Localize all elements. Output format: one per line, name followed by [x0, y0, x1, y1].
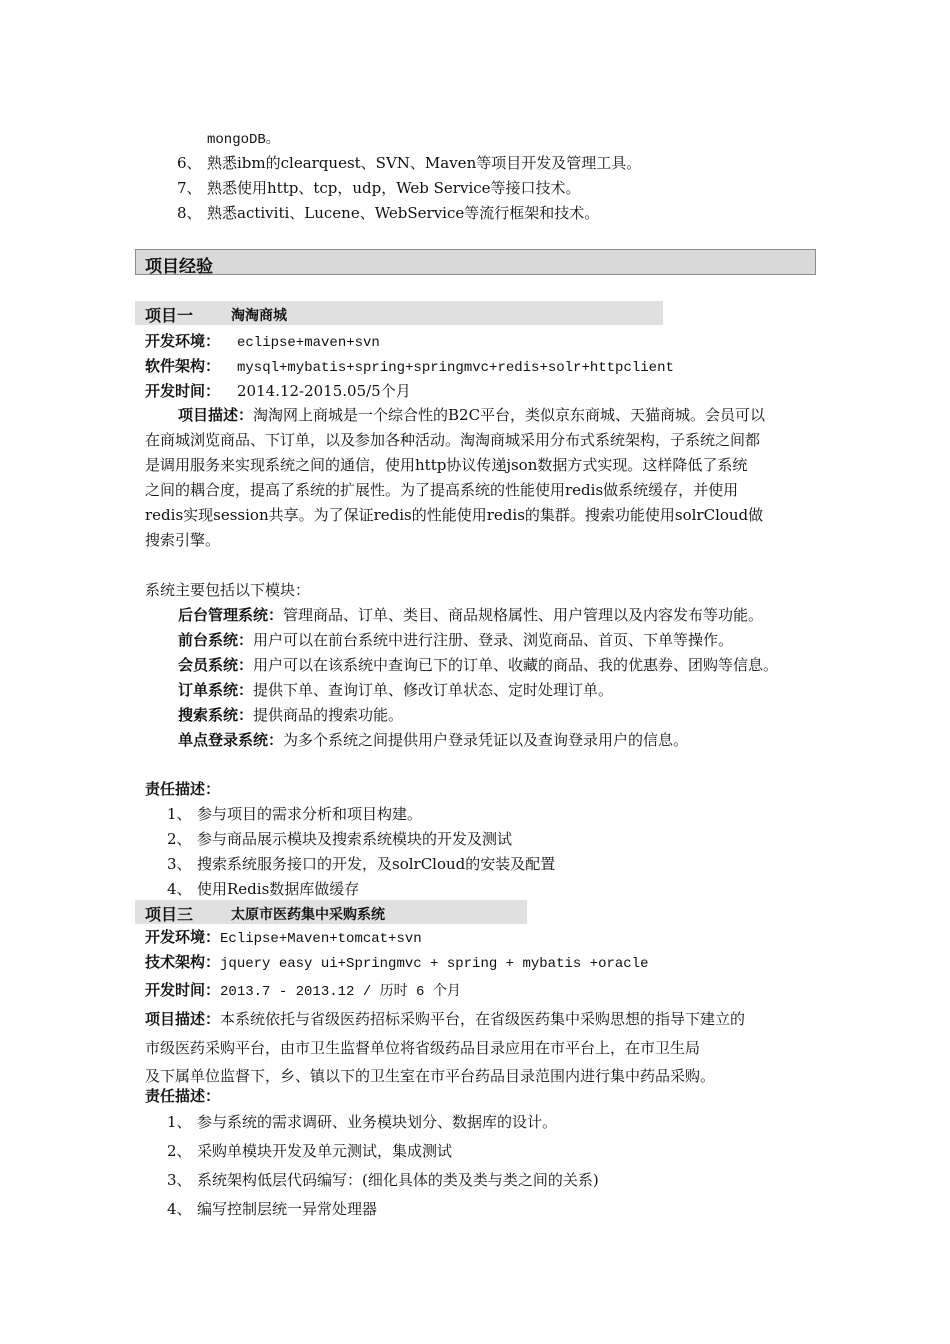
project3-resp-label: 责任描述：: [145, 1087, 221, 1105]
list-text: 编写控制层统一异常处理器: [197, 1200, 378, 1218]
module-item: [178, 729, 688, 750]
field-label: 开发时间：: [145, 981, 221, 999]
module-text: 管理商品、订单、类目、商品规格属性、用户管理以及内容发布等功能。: [283, 606, 764, 624]
list-text: 参与项目的需求分析和项目构建。: [197, 805, 423, 823]
desc-text: 本系统依托与省级医药招标采购平台，在省级医药集中采购思想的指导下建立的: [220, 1010, 746, 1028]
list-number: 3、: [167, 855, 192, 873]
list-text: 熟悉activiti、Lucene、WebService等流行框架和技术。: [207, 204, 600, 222]
project1-arch: [145, 355, 674, 376]
module-text: 提供下单、查询订单、修改订单状态、定时处理订单。: [253, 681, 614, 699]
project3-desc-line-2: 市级医药采购平台，由市卫生监督单位将省级药品目录应用在市平台上，在市卫生局: [145, 1039, 701, 1057]
project3-header: [135, 900, 527, 924]
module-text: 为多个系统之间提供用户登录凭证以及查询登录用户的信息。: [283, 731, 689, 749]
field-value: 2013.7 - 2013.12 / 历时 6 个月: [220, 984, 461, 1000]
list-number: 2、: [167, 830, 192, 848]
resp-item: [167, 853, 555, 874]
field-label: 技术架构：: [145, 953, 221, 971]
section-title: 项目经验: [145, 257, 213, 277]
field-value: jquery easy ui+Springmvc + spring + mybatis +oracle: [220, 956, 649, 972]
list-text: 使用Redis数据库做缓存: [197, 880, 360, 898]
list-number: 2、: [167, 1142, 192, 1160]
field-value: eclipse+maven+svn: [237, 335, 380, 351]
field-value: 2014.12-2015.05/5个月: [237, 382, 411, 400]
module-label: 订单系统：: [178, 681, 254, 699]
field-value: Eclipse+Maven+tomcat+svn: [220, 931, 422, 947]
module-item: [178, 679, 613, 700]
resp-item: [167, 1169, 599, 1190]
list-text: 采购单模块开发及单元测试，集成测试: [197, 1142, 453, 1160]
list-number: 7、: [177, 179, 202, 197]
project1-desc-line-5: redis实现session共享。为了保证redis的性能使用redis的集群。搜索功能使用solrCloud做: [145, 506, 764, 524]
project3-time: [145, 979, 461, 1000]
module-label: 搜索系统：: [178, 706, 254, 724]
module-label: 会员系统：: [178, 656, 254, 674]
list-text: 搜索系统服务接口的开发，及solrCloud的安装及配置: [197, 855, 556, 873]
section-header-bar: [135, 249, 816, 275]
resp-item: [167, 1198, 377, 1219]
resp-item: [167, 828, 512, 849]
project1-number: 项目一: [145, 306, 194, 325]
list-number: 1、: [167, 805, 192, 823]
project3-desc-line-1: [145, 1008, 745, 1029]
field-label: 项目描述：: [145, 1010, 221, 1028]
project1-env: [145, 330, 380, 351]
field-label: 开发环境：: [145, 928, 221, 946]
project1-resp-label: 责任描述：: [145, 780, 221, 798]
project3-number: 项目三: [145, 905, 194, 924]
list-text: 熟悉使用http、tcp，udp，Web Service等接口技术。: [207, 179, 581, 197]
project1-desc-line-1: [178, 404, 765, 425]
module-text: 用户可以在前台系统中进行注册、登录、浏览商品、首页、下单等操作。: [253, 631, 734, 649]
module-label: 单点登录系统：: [178, 731, 284, 749]
list-text: 参与系统的需求调研、业务模块划分、数据库的设计。: [197, 1113, 558, 1131]
module-label: 前台系统：: [178, 631, 254, 649]
project3-name: 太原市医药集中采购系统: [231, 907, 385, 923]
skill-item-8: [177, 202, 599, 223]
skill-item-7: [177, 177, 581, 198]
desc-text: 淘淘网上商城是一个综合性的B2C平台，类似京东商城、天猫商城。会员可以: [253, 406, 766, 424]
list-text: 参与商品展示模块及搜索系统模块的开发及测试: [197, 830, 513, 848]
module-item: [178, 654, 778, 675]
module-item: [178, 629, 733, 650]
resp-item: [167, 1111, 557, 1132]
project1-desc-line-3: 是调用服务来实现系统之间的通信，使用http协议传递json数据方式实现。这样降低了系统: [145, 456, 748, 474]
project1-time: [145, 380, 411, 401]
skill-continuation: mongoDB。: [207, 132, 280, 148]
project1-name: 淘淘商城: [231, 308, 287, 324]
project3-desc-line-3: 及下属单位监督下，乡、镇以下的卫生室在市平台药品目录范围内进行集中药品采购。: [145, 1067, 716, 1085]
field-label: 项目描述：: [178, 406, 254, 424]
project1-header: [135, 301, 663, 325]
list-text: 系统架构低层代码编写：(细化具体的类及类与类之间的关系): [197, 1171, 599, 1189]
list-number: 4、: [167, 880, 192, 898]
module-label: 后台管理系统：: [178, 606, 284, 624]
list-number: 6、: [177, 154, 202, 172]
module-text: 用户可以在该系统中查询已下的订单、收藏的商品、我的优惠券、团购等信息。: [253, 656, 779, 674]
project3-env: [145, 926, 422, 947]
field-label: 开发环境：: [145, 332, 221, 350]
field-label: 开发时间：: [145, 382, 221, 400]
project1-desc-line-2: 在商城浏览商品、下订单，以及参加各种活动。淘淘商城采用分布式系统架构，子系统之间都: [145, 431, 761, 449]
module-item: [178, 704, 403, 725]
field-value: mysql+mybatis+spring+springmvc+redis+solr+httpclient: [237, 360, 674, 376]
resp-item: [167, 803, 422, 824]
resp-item: [167, 878, 359, 899]
module-item: [178, 604, 763, 625]
resp-item: [167, 1140, 452, 1161]
skill-item-6: [177, 152, 641, 173]
modules-intro: 系统主要包括以下模块：: [145, 581, 311, 599]
project3-arch: [145, 951, 649, 972]
field-label: 软件架构：: [145, 357, 221, 375]
list-number: 3、: [167, 1171, 192, 1189]
list-number: 4、: [167, 1200, 192, 1218]
list-number: 8、: [177, 204, 202, 222]
project1-desc-line-4: 之间的耦合度，提高了系统的扩展性。为了提高系统的性能使用redis做系统缓存，并使用: [145, 481, 739, 499]
module-text: 提供商品的搜索功能。: [253, 706, 404, 724]
project1-desc-line-6: 搜索引擎。: [145, 531, 221, 549]
list-text: 熟悉ibm的clearquest、SVN、Maven等项目开发及管理工具。: [207, 154, 642, 172]
list-number: 1、: [167, 1113, 192, 1131]
